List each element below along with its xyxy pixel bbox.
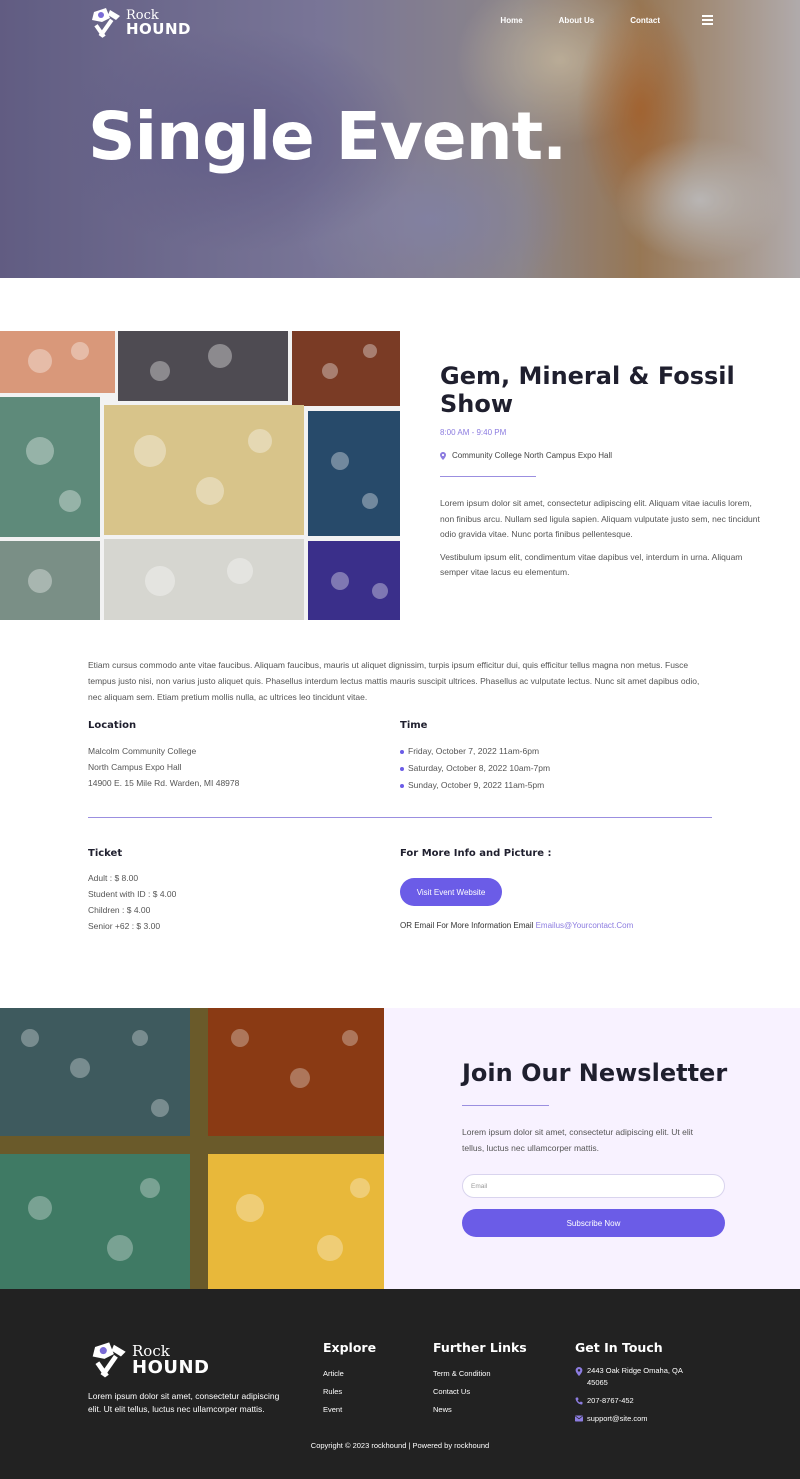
location-address — [88, 743, 239, 791]
rock-hammer-logo-icon — [88, 1340, 128, 1380]
main-nav — [464, 16, 660, 25]
contact-phone-text: 207-8767-452 — [587, 1396, 634, 1405]
hamburger-menu-icon[interactable] — [702, 15, 713, 25]
footer-link-rules[interactable]: Rules — [323, 1387, 343, 1396]
contact-address-text: 2443 Oak Ridge Omaha, QA 45065 — [587, 1366, 683, 1387]
event-description — [440, 496, 765, 588]
footer-link-news[interactable]: News — [433, 1405, 452, 1414]
map-pin-icon — [575, 1367, 583, 1376]
ticket-price-list — [88, 870, 176, 934]
divider — [440, 476, 536, 477]
email-info-text: OR Email For More Information Email — [400, 921, 536, 930]
address-line: North Campus Expo Hall — [88, 762, 182, 772]
contact-phone — [575, 1395, 705, 1407]
rock-hammer-logo-icon — [88, 6, 122, 40]
footer-further-links-heading: Further Links — [433, 1340, 527, 1355]
event-details-paragraph: Etiam cursus commodo ante vitae faucibus. Aliquam faucibus, mauris ut aliquet dignissim, turpis ipsum efficitur dui, quis efficitur tellus magna non metus. Fusce tempus justo nisi, non varius justo aliquet quis. Phasellus interdum lectus mattis mauris suscipit ultrices. Phasellus ac vulputate lectus. Nunc sit amet dapibus odio, nec aliquam sem. Etiam pretium mollis nulla, ac ultrices leo tincidunt vitae. — [88, 660, 700, 702]
logo-text-hound: HOUND — [126, 20, 191, 38]
event-title: Gem, Mineral & Fossil Show — [440, 362, 735, 418]
list-item: Friday, October 7, 2022 11am-6pm — [400, 743, 550, 760]
bullet-dot-icon — [400, 767, 404, 771]
visit-event-website-button[interactable]: Visit Event Website — [400, 878, 502, 906]
logo-text-rock: Rock — [126, 8, 159, 23]
footer-link-article[interactable]: Article — [323, 1369, 344, 1378]
divider — [462, 1105, 549, 1106]
contact-address — [575, 1365, 705, 1389]
newsletter-description: Lorem ipsum dolor sit amet, consectetur adipiscing elit. Ut elit tellus, luctus nec ullamcorper mattis. — [462, 1127, 694, 1153]
newsletter-email-input[interactable] — [462, 1174, 725, 1198]
contact-email-text[interactable]: support@site.com — [587, 1414, 648, 1423]
logo-text-rock: Rock — [132, 1341, 170, 1360]
list-item: Sunday, October 9, 2022 11am-5pm — [400, 777, 550, 794]
schedule-list — [400, 743, 550, 794]
page-title: Single Event. — [88, 98, 567, 175]
email-info-line — [400, 921, 633, 930]
nav-link-contact[interactable]: Contact — [630, 16, 660, 25]
list-item: Saturday, October 8, 2022 10am-7pm — [400, 760, 550, 777]
ticket-heading: Ticket — [88, 848, 123, 859]
event-time: 8:00 AM - 9:40 PM — [440, 428, 507, 437]
section-divider — [88, 817, 712, 818]
event-description-p2: Vestibulum ipsum elit, condimentum vitae dapibus vel, interdum in urna. Aliquam semper vitae lacus eu elementum. — [440, 551, 743, 577]
footer-logo[interactable] — [88, 1340, 210, 1380]
hero-banner — [0, 0, 800, 278]
footer-link-contact-us[interactable]: Contact Us — [433, 1387, 471, 1396]
newsletter-title: Join Our Newsletter — [462, 1059, 728, 1087]
list-item: Student with ID : $ 4.00 — [88, 889, 177, 899]
footer-link-event[interactable]: Event — [323, 1405, 343, 1414]
nav-link-home[interactable]: Home — [500, 16, 523, 25]
newsletter-gemstones-image — [0, 1008, 384, 1289]
logo-text-hound: HOUND — [132, 1356, 210, 1378]
footer-contact-heading: Get In Touch — [575, 1340, 663, 1355]
list-item: Senior +62 : $ 3.00 — [88, 921, 161, 931]
bullet-dot-icon — [400, 750, 404, 754]
event-location-text: Community College North Campus Expo Hall — [452, 451, 613, 460]
contact-email — [575, 1413, 705, 1425]
location-heading: Location — [88, 720, 137, 731]
header-logo[interactable] — [88, 6, 191, 40]
more-info-heading: For More Info and Picture : — [400, 848, 552, 859]
subscribe-button[interactable]: Subscribe Now — [462, 1209, 725, 1237]
footer-further-links — [433, 1365, 491, 1419]
nav-link-about[interactable]: About Us — [558, 16, 595, 25]
event-location — [440, 451, 612, 460]
bullet-dot-icon — [400, 784, 404, 788]
footer-contact-list — [575, 1365, 705, 1431]
time-heading: Time — [400, 720, 428, 731]
map-pin-icon — [440, 452, 446, 460]
event-gemstones-image — [0, 331, 400, 620]
list-item: Adult : $ 8.00 — [88, 873, 139, 883]
footer-description: Lorem ipsum dolor sit amet, consectetur adipiscing elit. Ut elit tellus, luctus nec ullamcorper mattis. — [88, 1391, 280, 1414]
event-description-p1: Lorem ipsum dolor sit amet, consectetur adipiscing elit. Aliquam vitae iaculis lorem, non finibus arcu. Nullam sed ligula sapien. Aliquam vulputate justo sem, nec tincidunt odio gravida vitae. Nunc porta finibus pellentesque. — [440, 498, 760, 539]
list-item: Children : $ 4.00 — [88, 905, 151, 915]
footer-explore-links — [323, 1365, 344, 1419]
footer-link-terms[interactable]: Term & Condition — [433, 1369, 491, 1378]
envelope-icon — [575, 1415, 583, 1422]
footer-copyright: Copyright © 2023 rockhound | Powered by rockhound — [310, 1441, 490, 1450]
address-line: 14900 E. 15 Mile Rd. Warden, MI 48978 — [88, 778, 240, 788]
email-link[interactable]: Emailus@Yourcontact.Com — [535, 921, 634, 930]
address-line: Malcolm Community College — [88, 746, 197, 756]
footer-explore-heading: Explore — [323, 1340, 377, 1355]
phone-icon — [575, 1397, 583, 1405]
